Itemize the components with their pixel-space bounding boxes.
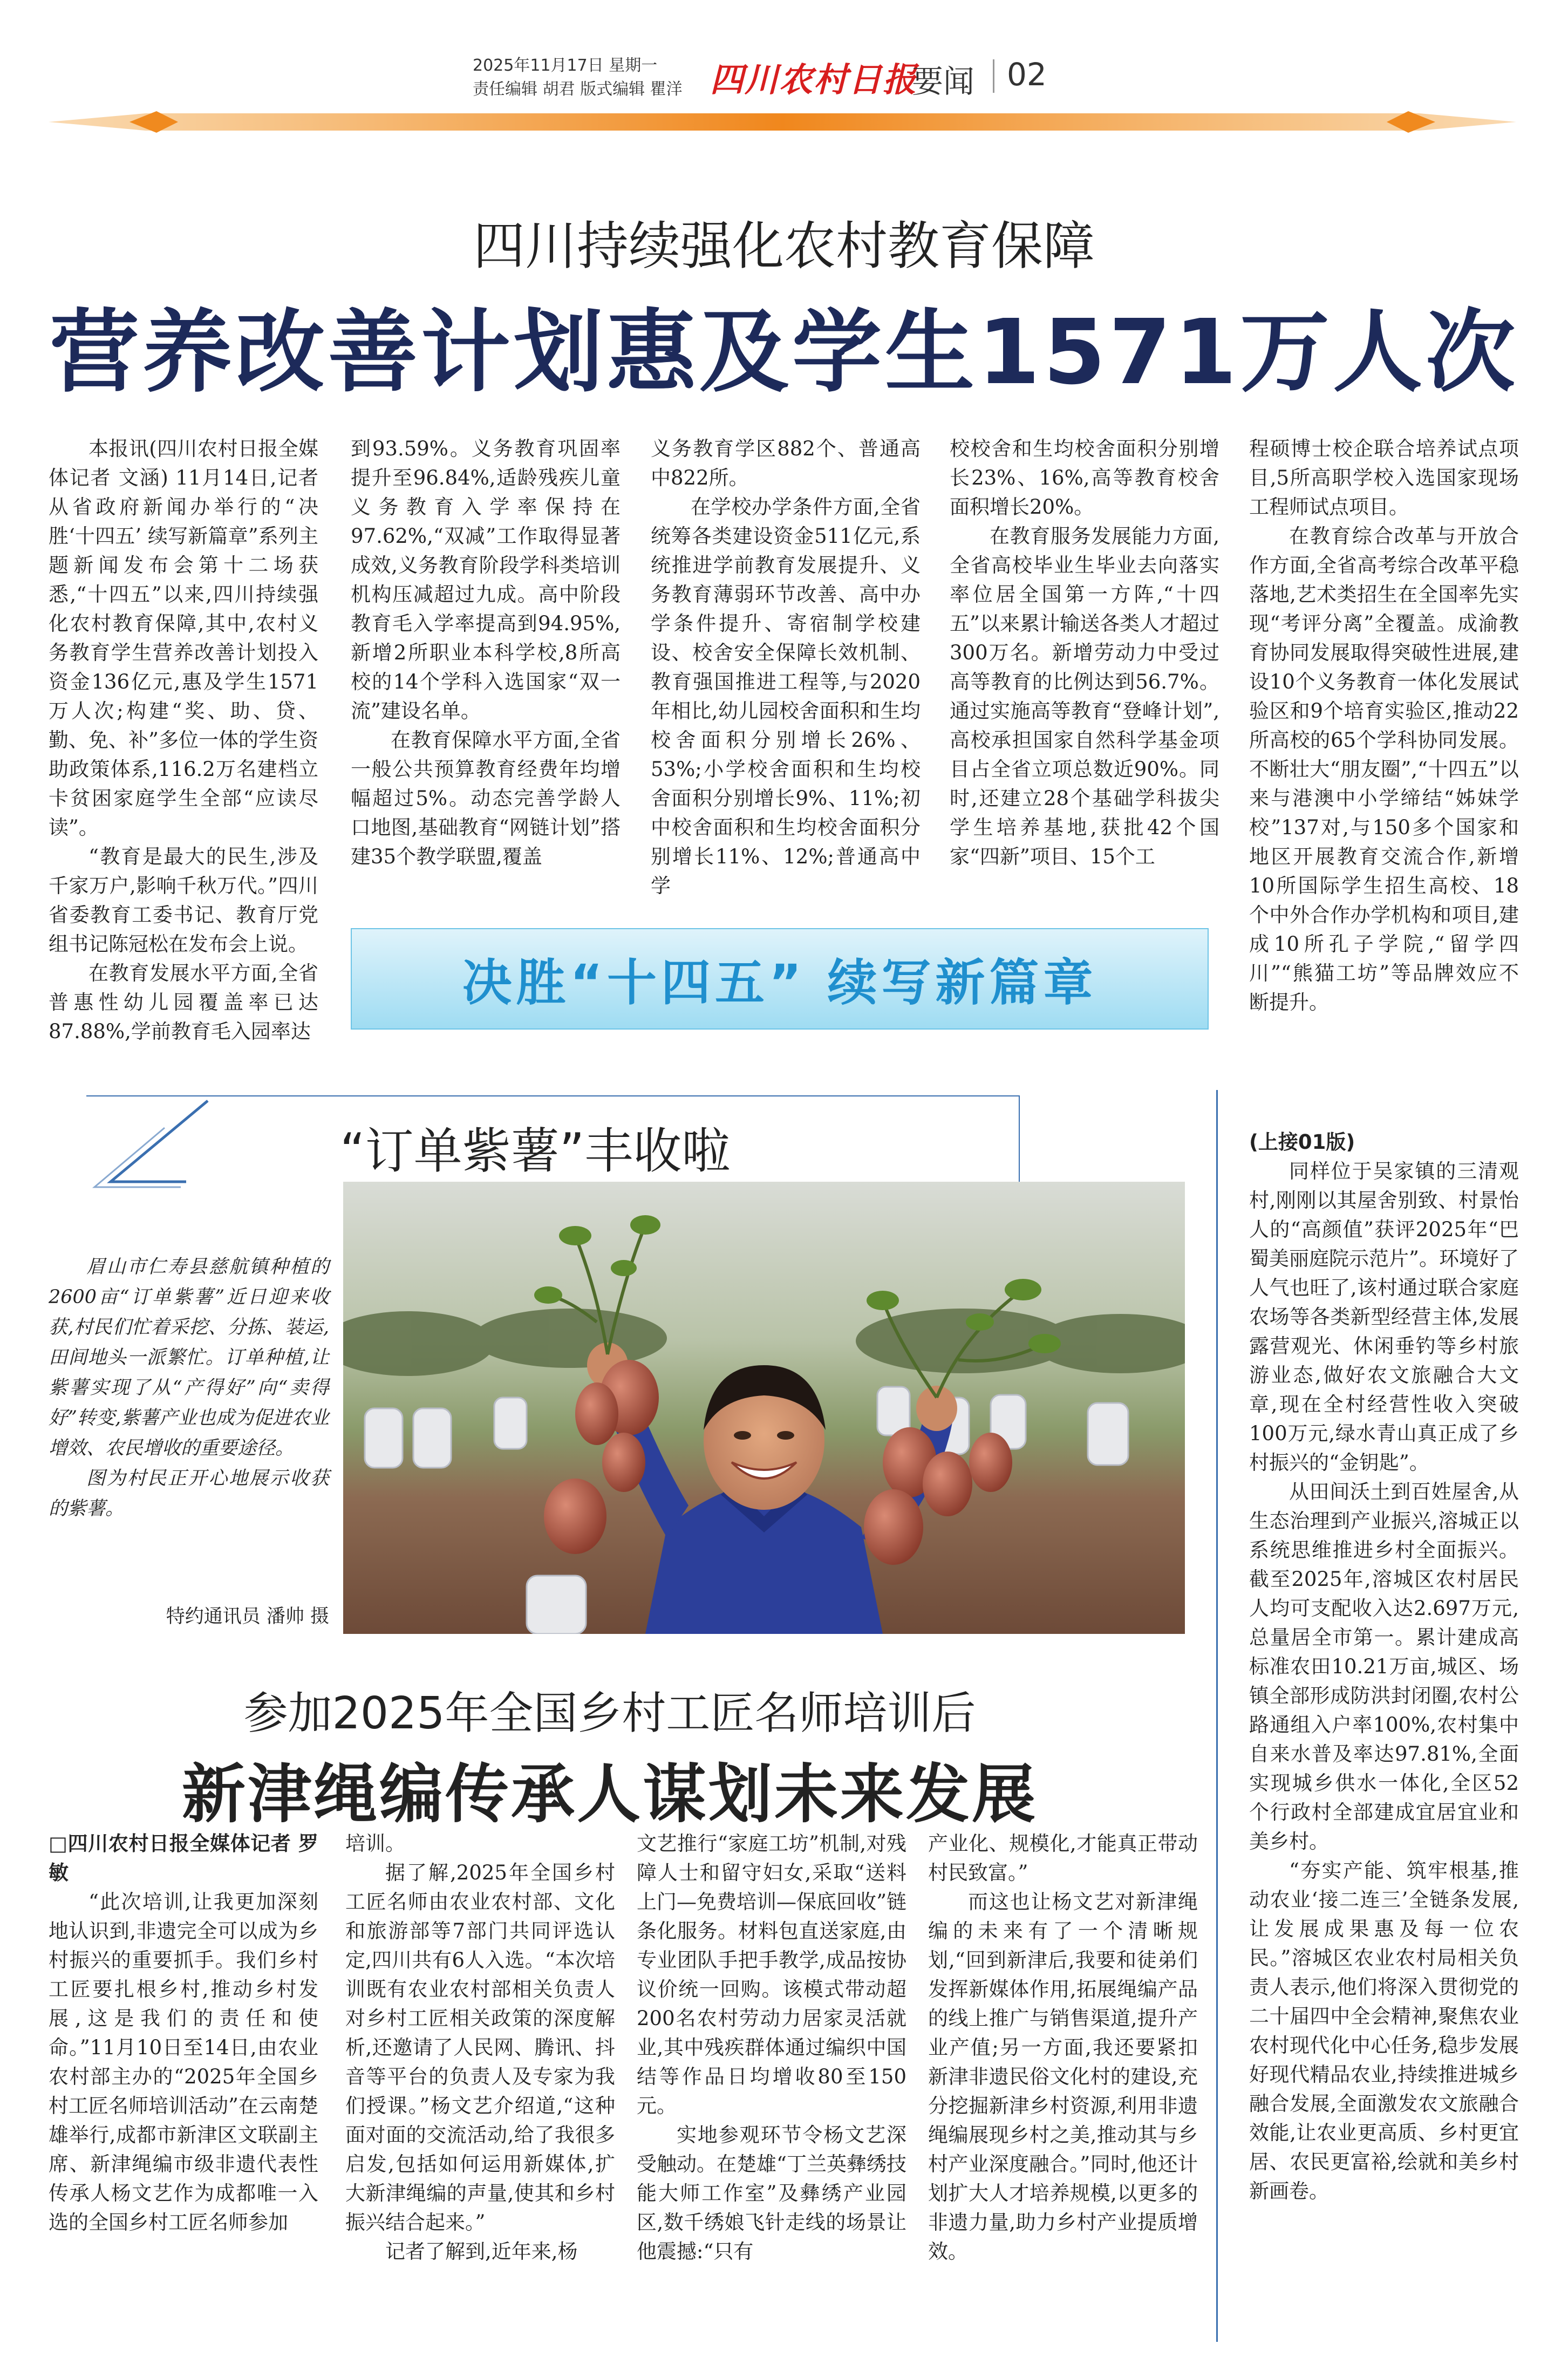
continued-paragraph: 从田间沃土到百姓屋舍,从生态治理到产业振兴,溶城正以系统思维推进乡村全面振兴。截至2025年,溶城区农村居民人均可支配收入达2.697万元,总量居全市第一。累计建成高标准农田10.21万亩,城区、场镇全部形成防洪封闭圈,农村公路通组入户率100%,农村集中自来水普及率达97.81%,全面实现城乡供水一体化,全区52个行政村全部建成宜居宜业和美乡村。 (1249, 1480, 1519, 1853)
header-editors: 责任编辑 胡君 版式编辑 瞿洋 (473, 80, 683, 99)
article1-column-5 (1249, 434, 1519, 1017)
article1-paragraph: 在教育综合改革与开放合作方面,全省高考综合改革平稳落地,艺术类招生在全国率先实现“考评分离”全覆盖。成渝教育协同发展取得突破性进展,建设10个义务教育一体化发展试验区和9个培育实验区,推动22所高校的65个学科协同发展。不断壮大“朋友圈”,“十四五”以来与港澳中小学缔结“姊妹学校”137对,与150多个国家和地区开展教育交流合作,新增10所国际学生招生高校、18个中外合作办学机构和项目,建成10所孔子学院,“留学四川”“熊猫工坊”等品牌效应不断提升。 (1249, 524, 1519, 1014)
article1-paragraph: 本报讯(四川农村日报全媒体记者 文涵) 11月14日,记者从省政府新闻办举行的“决胜‘十四五’ 续写新篇章”系列主题新闻发布会第十二场获悉,“十四五”以来,四川持续强化农村教育保障,其中,农村义务教育学生营养改善计划投入资金136亿元,惠及学生1571万人次;构建“奖、助、贷、勤、免、补”多位一体的学生资助政策体系,116.2万名建档立卡贫困家庭学生全部“应读尽读”。 (49, 437, 318, 839)
continued-column (1249, 1128, 1519, 2206)
article1-paragraph: “教育是最大的民生,涉及千家万户,影响千秋万代。”四川省委教育工委书记、教育厅党组书记陈冠松在发布会上说。 (49, 845, 318, 956)
section-label: 要闻 (912, 63, 975, 100)
article2-paragraph: 据了解,2025年全国乡村工匠名师由农业农村部、文化和旅游部等7部门共同评选认定,四川共有6人入选。“本次培训既有农业农村部相关负责人对乡村工匠相关政策的深度解析,还邀请了人民网、腾讯、抖音等平台的负责人及专家为我们授课。”杨文艺介绍道,“这种面对面的交流活动,给了我很多启发,包括如何运用新媒体,扩大新津绳编的声量,使其和乡村振兴结合起来。” (345, 1861, 615, 2234)
masthead-logo: 四川农村日报 (710, 60, 918, 99)
photo-frame-right-rule (1019, 1095, 1020, 1182)
article1-column-2 (351, 434, 621, 871)
article1-paragraph: 校校舍和生均校舍面积分别增长23%、16%,高等教育校舍面积增长20%。 (950, 437, 1219, 519)
article2-column-4 (928, 1829, 1198, 2266)
article2-column-1 (49, 1829, 318, 2237)
article1-column-1 (49, 434, 318, 1046)
header-ornament-band (49, 108, 1516, 136)
continued-paragraph: “夯实产能、筑牢根基,推动农业‘接二连三’全链条发展,让发展成果惠及每一位农民。”溶城区农业农村局相关负责人表示,他们将深入贯彻党的二十届四中全会精神,聚焦农业农村现代化中心任务,稳步发展好现代精品农业,持续推进城乡融合发展,全面激发农文旅融合效能,让农业更高质、乡村更宜居、农民更富裕,绘就和美乡村新画卷。 (1249, 1859, 1519, 2203)
article2-column-2 (345, 1829, 615, 2266)
article1-paragraph: 在教育服务发展能力方面,全省高校毕业生毕业去向落实率位居全国第一方阵,“十四五”以来累计输送各类人才超过300万名。新增劳动力中受过高等教育的比例达到56.7%。通过实施高等教育“登峰计划”,高校承担国家自然科学基金项目占全省立项总数近90%。同时,还建立28个基础学科拔尖学生培养基地,获批42个国家“四新”项目、15个工 (950, 524, 1219, 868)
harvest-photo (343, 1182, 1185, 1634)
article2-headline: 新津绳编传承人谋划未来发展 (181, 1757, 1038, 1831)
article1-kicker: 四川持续强化农村教育保障 (473, 216, 1095, 276)
continued-paragraph: 同样位于吴家镇的三清观村,刚刚以其屋舍别致、村景怡人的“高颜值”获评2025年“巴蜀美丽庭院示范片”。环境好了人气也旺了,该村通过联合家庭农场等各类新型经营主体,发展露营观光、休闲垂钓等乡村旅游业态,做好农文旅融合大文章,现在全村经营性收入突破100万元,绿水青山真正成了乡村振兴的“金钥匙”。 (1249, 1160, 1519, 1474)
header-divider (993, 59, 994, 93)
article2-paragraph: 文艺推行“家庭工坊”机制,对残障人士和留守妇女,采取“送料上门—免费培训—保底回收”链条化服务。材料包直送家庭,由专业团队手把手教学,成品按协议价统一回购。该模式带动超200名农村劳动力居家灵活就业,其中残疾群体通过编织中国结等作品日均增收80至150元。 (637, 1832, 906, 2117)
article2-paragraph: 产业化、规模化,才能真正带动村民致富。” (928, 1832, 1198, 1884)
page-number: 02 (1007, 56, 1047, 93)
article1-column-3 (651, 434, 921, 901)
chevron-ornament-icon (84, 1095, 213, 1203)
photo-caption-text-2: 图为村民正开心地展示收获的紫薯。 (49, 1468, 329, 1520)
article1-paragraph: 义务教育学区882个、普通高中822所。 (651, 437, 921, 489)
article2-paragraph: 而这也让杨文艺对新津绳编的未来有了一个清晰规划,“回到新津后,我要和徒弟们发挥新媒体作用,拓展绳编产品的线上推广与销售渠道,提升产业产值;另一方面,我还要紧扣新津非遗民俗文化村的建设,充分挖掘新津乡村资源,利用非遗绳编展现乡村之美,推动其与乡村产业深度融合。”同时,他还计划扩大人才培养规模,以更多的非遗力量,助力乡村产业提质增效。 (928, 1890, 1198, 2263)
photo-story-title: “订单紫薯”丰收啦 (340, 1123, 731, 1180)
series-banner-text: 决胜“十四五” 续写新篇章 (462, 954, 1097, 1012)
header-date-block (473, 54, 688, 101)
header-date: 2025年11月17日 星期一 (473, 56, 658, 75)
article1-column-4 (950, 434, 1219, 871)
article1-paragraph: 到93.59%。义务教育巩固率提升至96.84%,适龄残疾儿童义务教育入学率保持在97.62%,“双减”工作取得显著成效,义务教育阶段学科类培训机构压减超过九成。高中阶段教育毛入学率提高到94.95%,新增2所职业本科学校,8所高校的14个学科入选国家“双一流”建设名单。 (351, 437, 621, 723)
article1-paragraph: 在教育保障水平方面,全省一般公共预算教育经费年均增幅超过5%。动态完善学龄人口地图,基础教育“网链计划”搭建35个教学联盟,覆盖 (351, 728, 621, 868)
article2-byline: □四川农村日报全媒体记者 罗敏 (49, 1832, 318, 1884)
article1-paragraph: 在教育发展水平方面,全省普惠性幼儿园覆盖率已达87.88%,学前教育毛入园率达 (49, 962, 318, 1043)
photo-credit: 特约通讯员 潘帅 摄 (166, 1606, 329, 1627)
article2-paragraph: “此次培训,让我更加深刻地认识到,非遗完全可以成为乡村振兴的重要抓手。我们乡村工匠要扎根乡村,推动乡村发展,这是我们的责任和使命。”11月10日至14日,由农业农村部主办的“2025年全国乡村工匠名师培训活动”在云南楚雄举行,成都市新津区文联副主席、新津绳编市级非遗代表性传承人杨文艺作为成都唯一入选的全国乡村工匠名师参加 (49, 1890, 318, 2234)
series-banner (351, 928, 1209, 1030)
photo-frame-top-rule (86, 1095, 1020, 1096)
article2-kicker: 参加2025年全国乡村工匠名师培训后 (243, 1688, 976, 1739)
continued-marker: (上接01版) (1249, 1130, 1355, 1154)
article2-paragraph: 实地参观环节令杨文艺深受触动。在楚雄“丁兰英彝绣技能大师工作室”及彝绣产业园区,数千绣娘飞针走线的场景让他震撼:“只有 (637, 2123, 906, 2263)
article2-column-3 (637, 1829, 906, 2266)
photo-caption-text: 眉山市仁寿县慈航镇种植的2600亩“订单紫薯”近日迎来收获,村民们忙着采挖、分拣、装运,田间地头一派繁忙。订单种植,让紫薯实现了从“产得好”向“卖得好”转变,紫薯产业也成为促进农业增效、农民增收的重要途径。 (49, 1256, 329, 1459)
photo-caption (49, 1252, 329, 1524)
article1-headline: 营养改善计划惠及学生1571万人次 (49, 301, 1518, 405)
article1-paragraph: 在学校办学条件方面,全省统筹各类建设资金511亿元,系统推进学前教育发展提升、义务教育薄弱环节改善、高中办学条件提升、寄宿制学校建设、校舍安全保障长效机制、教育强国推进工程等,与2020年相比,幼儿园校舍面积和生均校舍面积分别增长26%、53%;小学校舍面积和生均校舍面积分别增长9%、11%;初中校舍面积和生均校舍面积分别增长11%、12%;普通高中学 (651, 495, 921, 897)
article1-paragraph: 程硕博士校企联合培养试点项目,5所高职学校入选国家现场工程师试点项目。 (1249, 437, 1519, 519)
article2-paragraph: 记者了解到,近年来,杨 (385, 2240, 578, 2263)
article2-paragraph: 培训。 (345, 1832, 405, 1855)
